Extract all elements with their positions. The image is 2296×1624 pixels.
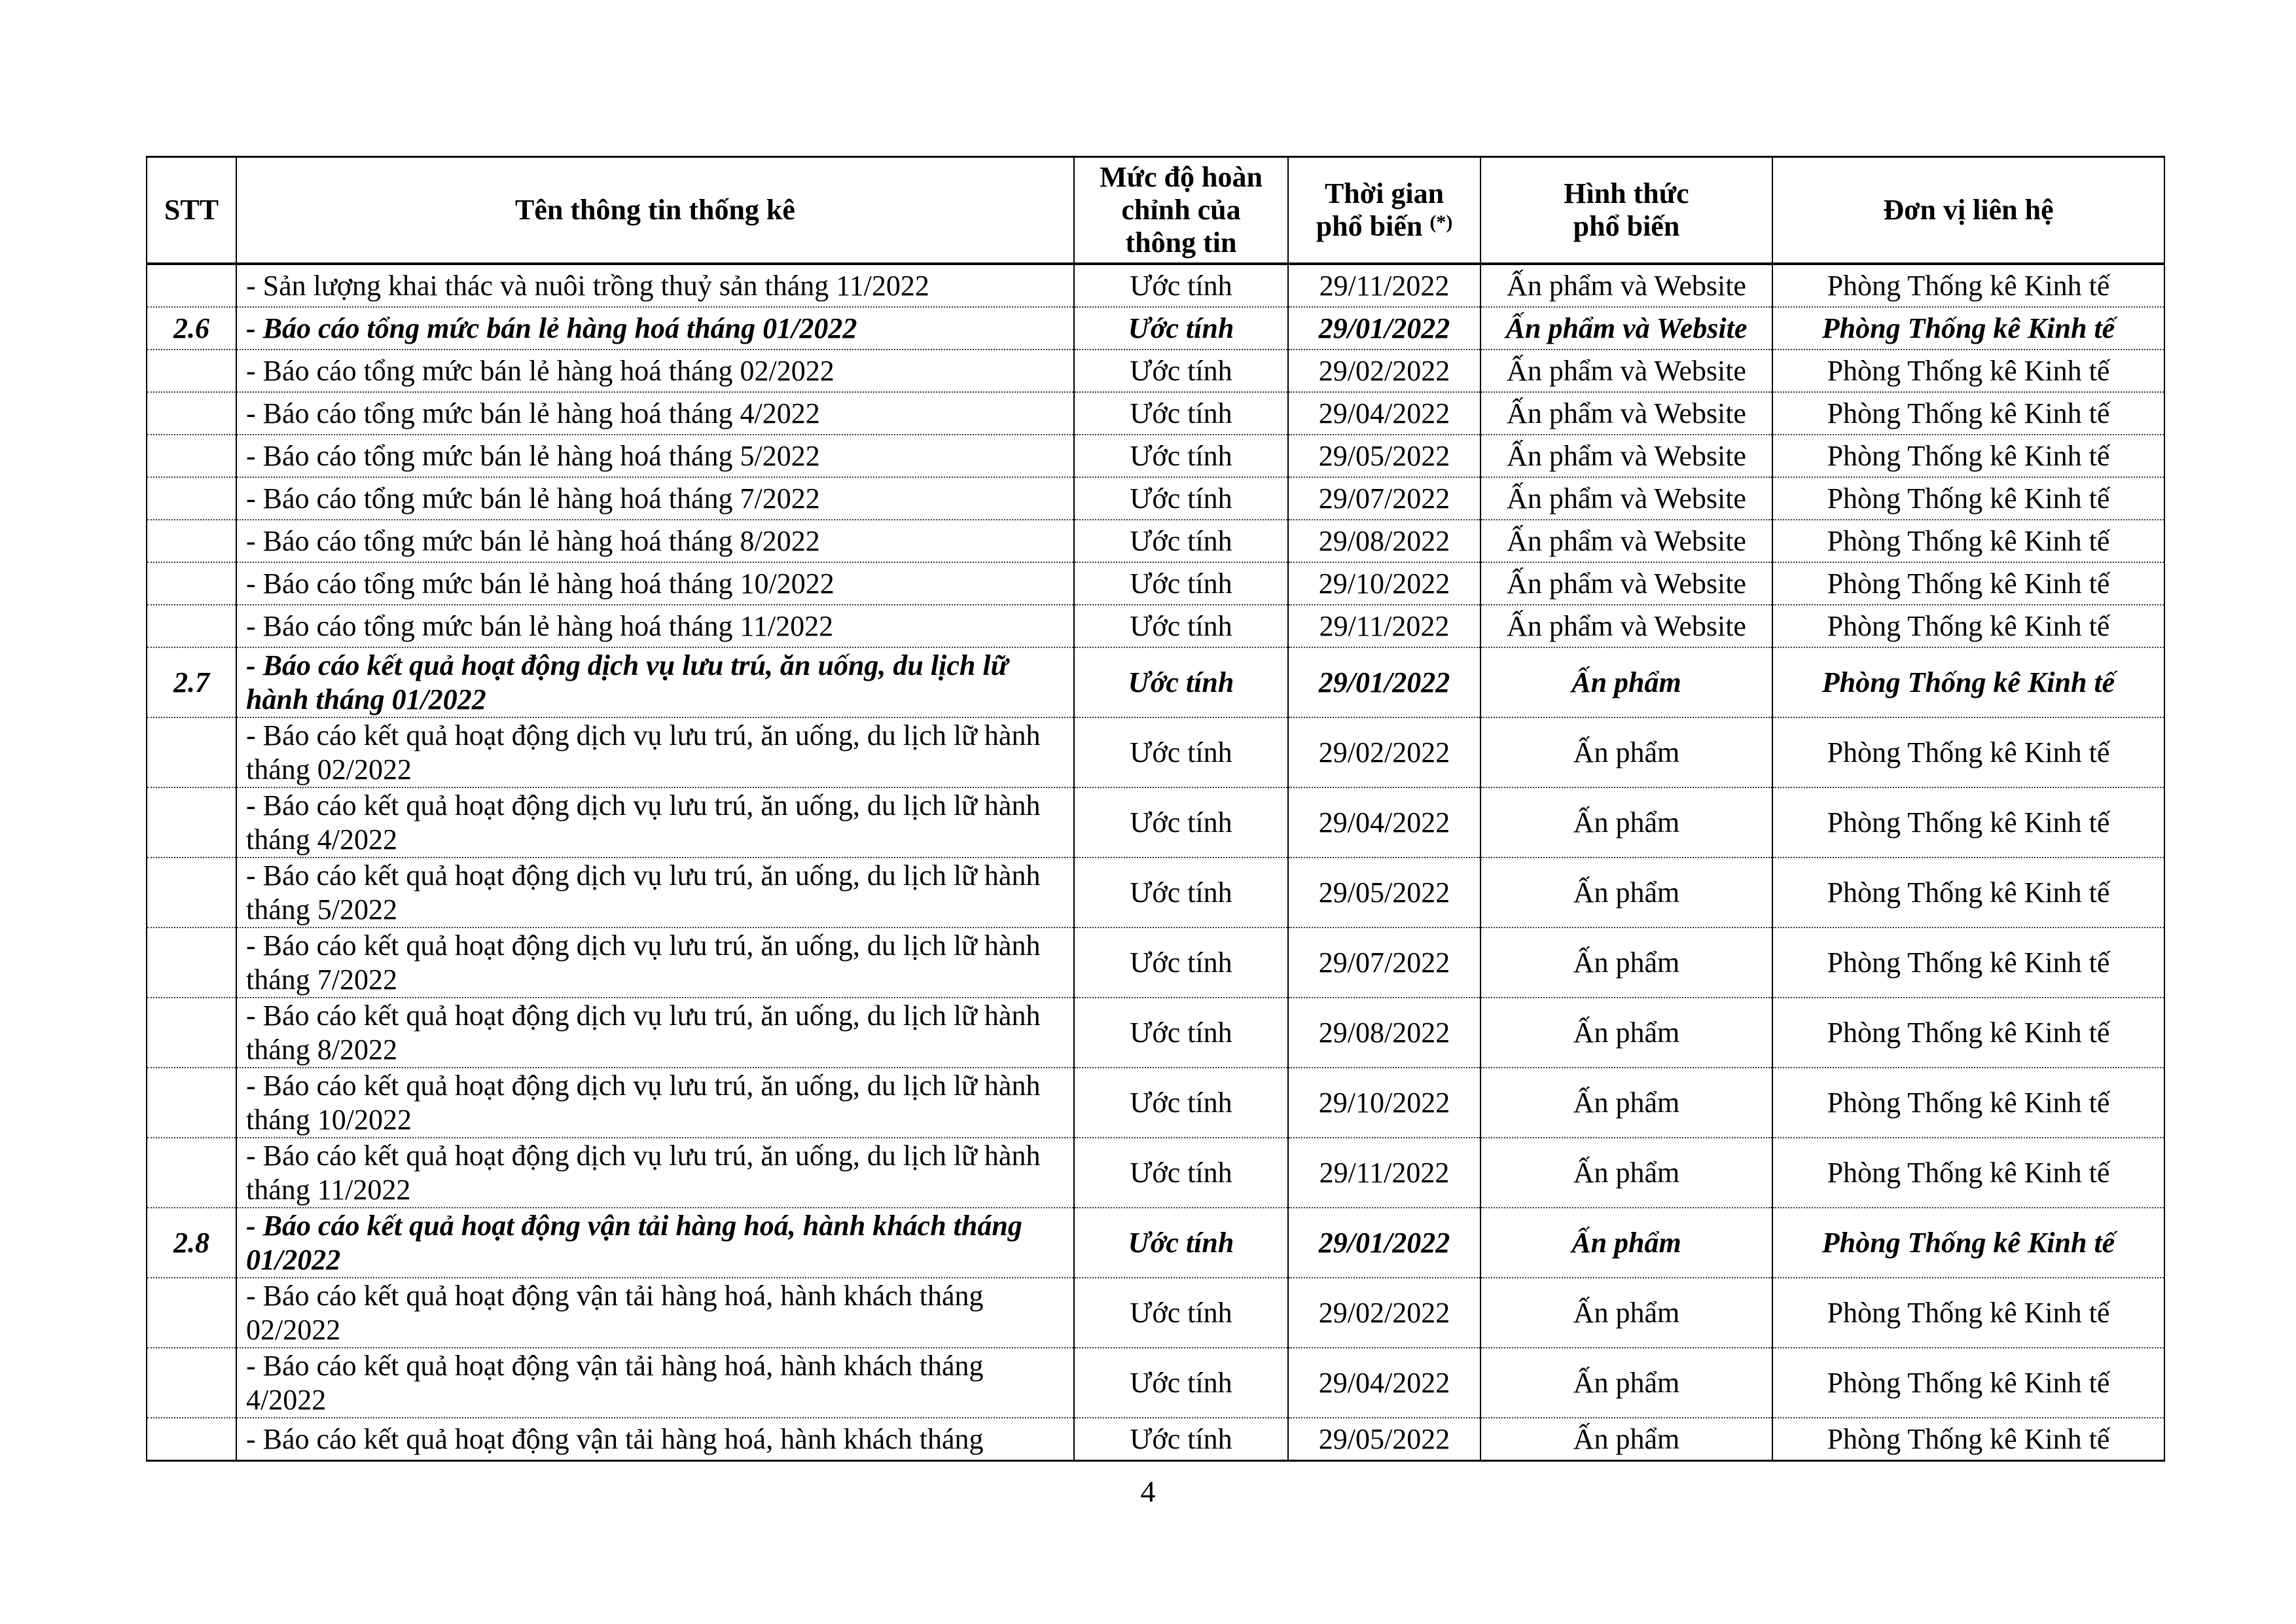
cell-name: - Báo cáo kết quả hoạt động vận tải hàng hoá, hành khách tháng 01/2022 [236, 1208, 1074, 1278]
cell-time: 29/11/2022 [1288, 1138, 1480, 1208]
header-name: Tên thông tin thống kê [236, 157, 1074, 264]
table-row [147, 477, 2164, 520]
cell-unit: Phòng Thống kê Kinh tế [1772, 998, 2164, 1068]
cell-form: Ấn phẩm và Website [1480, 435, 1772, 477]
cell-time: 29/02/2022 [1288, 1278, 1480, 1348]
cell-level: Ước tính [1074, 392, 1288, 435]
cell-form: Ấn phẩm [1480, 1348, 1772, 1418]
cell-stt [147, 998, 236, 1068]
header-form [1480, 157, 1772, 264]
cell-name: - Báo cáo tổng mức bán lẻ hàng hoá tháng 11/2022 [236, 605, 1074, 647]
cell-stt [147, 477, 236, 520]
cell-level: Ước tính [1074, 787, 1288, 857]
cell-level: Ước tính [1074, 928, 1288, 998]
table-row [147, 717, 2164, 787]
table-header-row [147, 157, 2164, 264]
header-form-line2: phổ biến [1573, 210, 1680, 242]
cell-name: - Báo cáo kết quả hoạt động dịch vụ lưu trú, ăn uống, du lịch lữ hành tháng 7/2022 [236, 928, 1074, 998]
cell-level: Ước tính [1074, 647, 1288, 717]
cell-name: - Báo cáo kết quả hoạt động dịch vụ lưu trú, ăn uống, du lịch lữ hành tháng 11/2022 [236, 1138, 1074, 1208]
cell-time: 29/10/2022 [1288, 562, 1480, 605]
cell-name: - Báo cáo kết quả hoạt động dịch vụ lưu trú, ăn uống, du lịch lữ hành tháng 01/2022 [236, 647, 1074, 717]
header-time-line2: phổ biến [1316, 210, 1423, 242]
cell-name: - Báo cáo tổng mức bán lẻ hàng hoá tháng 8/2022 [236, 520, 1074, 562]
cell-form: Ấn phẩm [1480, 787, 1772, 857]
cell-name: - Báo cáo kết quả hoạt động dịch vụ lưu trú, ăn uống, du lịch lữ hành tháng 4/2022 [236, 787, 1074, 857]
table-row [147, 1278, 2164, 1348]
cell-stt [147, 562, 236, 605]
table-row [147, 1418, 2164, 1461]
cell-name: - Báo cáo kết quả hoạt động dịch vụ lưu trú, ăn uống, du lịch lữ hành tháng 8/2022 [236, 998, 1074, 1068]
cell-name: - Báo cáo tổng mức bán lẻ hàng hoá tháng 5/2022 [236, 435, 1074, 477]
cell-name: - Báo cáo tổng mức bán lẻ hàng hoá tháng 4/2022 [236, 392, 1074, 435]
section-row [147, 307, 2164, 350]
cell-time: 29/02/2022 [1288, 717, 1480, 787]
cell-form: Ấn phẩm [1480, 928, 1772, 998]
cell-name: - Báo cáo kết quả hoạt động vận tải hàng hoá, hành khách tháng [236, 1418, 1074, 1461]
table-row [147, 392, 2164, 435]
cell-stt: 2.7 [147, 647, 236, 717]
cell-time: 29/01/2022 [1288, 1208, 1480, 1278]
statistics-table [146, 156, 2165, 1462]
cell-time: 29/05/2022 [1288, 857, 1480, 928]
cell-unit: Phòng Thống kê Kinh tế [1772, 477, 2164, 520]
cell-stt [147, 1348, 236, 1418]
cell-form: Ấn phẩm [1480, 857, 1772, 928]
cell-name: - Báo cáo kết quả hoạt động vận tải hàng hoá, hành khách tháng 4/2022 [236, 1348, 1074, 1418]
header-unit: Đơn vị liên hệ [1772, 157, 2164, 264]
cell-stt [147, 1068, 236, 1138]
cell-stt: 2.8 [147, 1208, 236, 1278]
cell-unit: Phòng Thống kê Kinh tế [1772, 1348, 2164, 1418]
table-row [147, 1138, 2164, 1208]
cell-time: 29/04/2022 [1288, 392, 1480, 435]
cell-level: Ước tính [1074, 1418, 1288, 1461]
cell-name: - Báo cáo tổng mức bán lẻ hàng hoá tháng 01/2022 [236, 307, 1074, 350]
cell-stt [147, 1418, 236, 1461]
cell-level: Ước tính [1074, 520, 1288, 562]
page-number: 4 [1140, 1475, 1156, 1508]
cell-time: 29/07/2022 [1288, 477, 1480, 520]
header-level-line1: Mức độ hoàn [1100, 161, 1263, 193]
cell-stt [147, 1278, 236, 1348]
cell-level: Ước tính [1074, 350, 1288, 392]
cell-stt [147, 787, 236, 857]
cell-unit: Phòng Thống kê Kinh tế [1772, 1278, 2164, 1348]
cell-form: Ấn phẩm [1480, 1208, 1772, 1278]
cell-time: 29/04/2022 [1288, 1348, 1480, 1418]
cell-name: - Báo cáo kết quả hoạt động vận tải hàng hoá, hành khách tháng 02/2022 [236, 1278, 1074, 1348]
cell-time: 29/08/2022 [1288, 998, 1480, 1068]
cell-level: Ước tính [1074, 477, 1288, 520]
cell-level: Ước tính [1074, 717, 1288, 787]
cell-stt [147, 605, 236, 647]
section-row [147, 647, 2164, 717]
cell-name: - Sản lượng khai thác và nuôi trồng thuỷ sản tháng 11/2022 [236, 264, 1074, 307]
cell-unit: Phòng Thống kê Kinh tế [1772, 787, 2164, 857]
cell-level: Ước tính [1074, 1068, 1288, 1138]
cell-level: Ước tính [1074, 1278, 1288, 1348]
table-row [147, 264, 2164, 307]
cell-stt [147, 435, 236, 477]
cell-form: Ấn phẩm [1480, 647, 1772, 717]
cell-time: 29/11/2022 [1288, 605, 1480, 647]
cell-time: 29/05/2022 [1288, 435, 1480, 477]
table-row [147, 787, 2164, 857]
cell-level: Ước tính [1074, 857, 1288, 928]
cell-stt [147, 392, 236, 435]
cell-form: Ấn phẩm và Website [1480, 477, 1772, 520]
cell-stt [147, 1138, 236, 1208]
cell-name: - Báo cáo kết quả hoạt động dịch vụ lưu trú, ăn uống, du lịch lữ hành tháng 02/2022 [236, 717, 1074, 787]
cell-unit: Phòng Thống kê Kinh tế [1772, 928, 2164, 998]
cell-time: 29/07/2022 [1288, 928, 1480, 998]
cell-form: Ấn phẩm và Website [1480, 605, 1772, 647]
section-row [147, 1208, 2164, 1278]
cell-stt [147, 717, 236, 787]
cell-level: Ước tính [1074, 435, 1288, 477]
cell-time: 29/10/2022 [1288, 1068, 1480, 1138]
cell-unit: Phòng Thống kê Kinh tế [1772, 1418, 2164, 1461]
cell-stt [147, 350, 236, 392]
table-row [147, 998, 2164, 1068]
cell-level: Ước tính [1074, 307, 1288, 350]
header-form-line1: Hình thức [1564, 177, 1689, 209]
cell-form: Ấn phẩm [1480, 1418, 1772, 1461]
cell-stt [147, 264, 236, 307]
header-level-line3: thông tin [1125, 226, 1237, 259]
cell-name: - Báo cáo tổng mức bán lẻ hàng hoá tháng 7/2022 [236, 477, 1074, 520]
cell-form: Ấn phẩm và Website [1480, 520, 1772, 562]
cell-name: - Báo cáo tổng mức bán lẻ hàng hoá tháng 10/2022 [236, 562, 1074, 605]
header-stt: STT [147, 157, 236, 264]
cell-unit: Phòng Thống kê Kinh tế [1772, 264, 2164, 307]
cell-level: Ước tính [1074, 1138, 1288, 1208]
header-time-footnote: (*) [1429, 211, 1453, 233]
table-row [147, 928, 2164, 998]
cell-unit: Phòng Thống kê Kinh tế [1772, 1068, 2164, 1138]
cell-name: - Báo cáo tổng mức bán lẻ hàng hoá tháng 02/2022 [236, 350, 1074, 392]
header-level [1074, 157, 1288, 264]
table-row [147, 1348, 2164, 1418]
cell-level: Ước tính [1074, 1208, 1288, 1278]
cell-level: Ước tính [1074, 264, 1288, 307]
cell-time: 29/02/2022 [1288, 350, 1480, 392]
cell-time: 29/01/2022 [1288, 307, 1480, 350]
header-level-line2: chỉnh của [1121, 194, 1241, 226]
header-time-line1: Thời gian [1324, 177, 1444, 209]
cell-stt [147, 928, 236, 998]
cell-name: - Báo cáo kết quả hoạt động dịch vụ lưu trú, ăn uống, du lịch lữ hành tháng 5/2022 [236, 857, 1074, 928]
cell-form: Ấn phẩm và Website [1480, 562, 1772, 605]
cell-form: Ấn phẩm [1480, 1068, 1772, 1138]
cell-unit: Phòng Thống kê Kinh tế [1772, 520, 2164, 562]
cell-form: Ấn phẩm [1480, 1138, 1772, 1208]
cell-stt [147, 520, 236, 562]
cell-level: Ước tính [1074, 562, 1288, 605]
cell-level: Ước tính [1074, 605, 1288, 647]
header-time [1288, 157, 1480, 264]
table-row [147, 350, 2164, 392]
cell-time: 29/01/2022 [1288, 647, 1480, 717]
cell-unit: Phòng Thống kê Kinh tế [1772, 717, 2164, 787]
cell-unit: Phòng Thống kê Kinh tế [1772, 647, 2164, 717]
cell-unit: Phòng Thống kê Kinh tế [1772, 605, 2164, 647]
table-row [147, 562, 2164, 605]
cell-time: 29/04/2022 [1288, 787, 1480, 857]
cell-form: Ấn phẩm [1480, 717, 1772, 787]
cell-unit: Phòng Thống kê Kinh tế [1772, 1138, 2164, 1208]
cell-unit: Phòng Thống kê Kinh tế [1772, 857, 2164, 928]
cell-form: Ấn phẩm và Website [1480, 392, 1772, 435]
cell-unit: Phòng Thống kê Kinh tế [1772, 307, 2164, 350]
cell-time: 29/05/2022 [1288, 1418, 1480, 1461]
table-row [147, 1068, 2164, 1138]
cell-form: Ấn phẩm và Website [1480, 350, 1772, 392]
cell-unit: Phòng Thống kê Kinh tế [1772, 562, 2164, 605]
cell-form: Ấn phẩm [1480, 998, 1772, 1068]
cell-unit: Phòng Thống kê Kinh tế [1772, 350, 2164, 392]
cell-level: Ước tính [1074, 1348, 1288, 1418]
cell-form: Ấn phẩm và Website [1480, 307, 1772, 350]
cell-form: Ấn phẩm [1480, 1278, 1772, 1348]
cell-unit: Phòng Thống kê Kinh tế [1772, 1208, 2164, 1278]
cell-unit: Phòng Thống kê Kinh tế [1772, 392, 2164, 435]
table-row [147, 857, 2164, 928]
cell-name: - Báo cáo kết quả hoạt động dịch vụ lưu trú, ăn uống, du lịch lữ hành tháng 10/2022 [236, 1068, 1074, 1138]
cell-time: 29/11/2022 [1288, 264, 1480, 307]
cell-stt: 2.6 [147, 307, 236, 350]
table-row [147, 520, 2164, 562]
cell-time: 29/08/2022 [1288, 520, 1480, 562]
table-row [147, 435, 2164, 477]
cell-unit: Phòng Thống kê Kinh tế [1772, 435, 2164, 477]
cell-level: Ước tính [1074, 998, 1288, 1068]
cell-stt [147, 857, 236, 928]
cell-form: Ấn phẩm và Website [1480, 264, 1772, 307]
table-row [147, 605, 2164, 647]
